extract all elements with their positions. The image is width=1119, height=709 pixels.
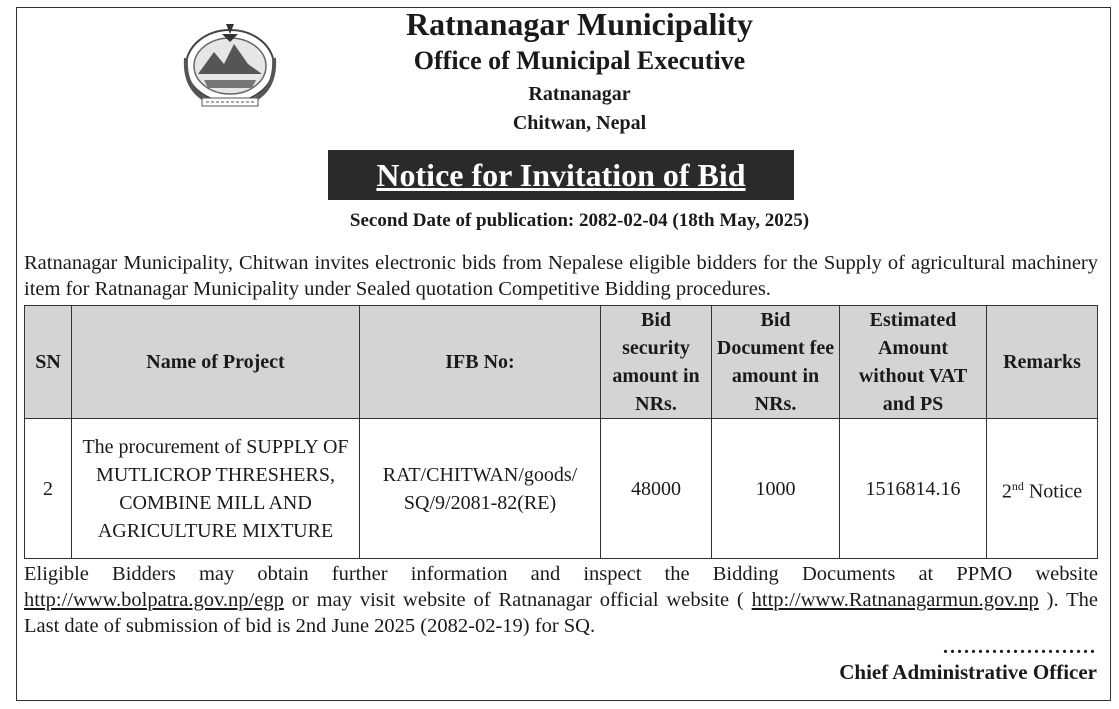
cell-ifb-no: RAT/CHITWAN/goods/ SQ/9/2081-82(RE) [360, 419, 601, 559]
remarks-text: Notice [1023, 480, 1083, 503]
header-estimated-amount: Estimated Amount without VAT and PS [840, 306, 987, 419]
cell-remarks [987, 419, 1098, 559]
footer-text-2: or may visit website of Ratnanagar official website ( [283, 589, 752, 611]
remarks-number: 2 [1001, 480, 1012, 503]
intro-paragraph: Ratnanagar Municipality, Chitwan invites electronic bids from Nepalese eligible bidders for the Supply of agricultural machinery item for Ratnanagar Municipality under Sealed quotation Competitive Bidding procedures. [24, 252, 1098, 300]
header-bid-security: Bid security amount in NRs. [601, 306, 712, 419]
footer-paragraph [24, 561, 1098, 639]
office-title: Office of Municipal Executive [413, 46, 746, 75]
cell-sn: 2 [25, 419, 72, 559]
notice-heading-box [328, 150, 794, 200]
municipality-title: Ratnanagar Municipality [406, 6, 753, 42]
bid-table [24, 305, 1098, 559]
cell-project-name: The procurement of SUPPLY OF MUTLICROP THRESHERS, COMBINE MILL AND AGRICULTURE MIXTURE [72, 419, 360, 559]
header-project-name: Name of Project [72, 306, 360, 419]
header-sn: SN [25, 306, 72, 419]
table-header-row [25, 306, 1098, 419]
header-remarks: Remarks [987, 306, 1098, 419]
footer-text-1: Eligible Bidders may obtain further information and inspect the Bidding Documents at PPMO website [24, 563, 1098, 585]
cell-bid-security: 48000 [601, 419, 712, 559]
header-doc-fee: Bid Document fee amount in NRs. [712, 306, 840, 419]
signatory-title: Chief Administrative Officer [839, 660, 1097, 684]
ppmo-link[interactable]: http://www.bolpatra.gov.np/egp [24, 589, 284, 611]
municipality-link[interactable]: http://www.Ratnanagarmun.gov.np [751, 589, 1039, 611]
cell-doc-fee: 1000 [712, 419, 840, 559]
city-name: Ratnanagar [528, 83, 631, 105]
district-country: Chitwan, Nepal [512, 112, 647, 134]
publication-date: Second Date of publication: 2082-02-04 (18th May, 2025) [349, 210, 810, 231]
signature-dots: ...................... [943, 636, 1097, 658]
header-ifb-no: IFB No: [360, 306, 601, 419]
table-row [25, 419, 1098, 559]
notice-heading: Notice for Invitation of Bid [376, 157, 746, 193]
remarks-suffix: nd [1011, 478, 1024, 493]
cell-estimated-amount: 1516814.16 [840, 419, 987, 559]
footer-text-3: ). The Last date of submission of bid is 2nd June 2025 (2082-02-19) for SQ. [24, 589, 1098, 637]
